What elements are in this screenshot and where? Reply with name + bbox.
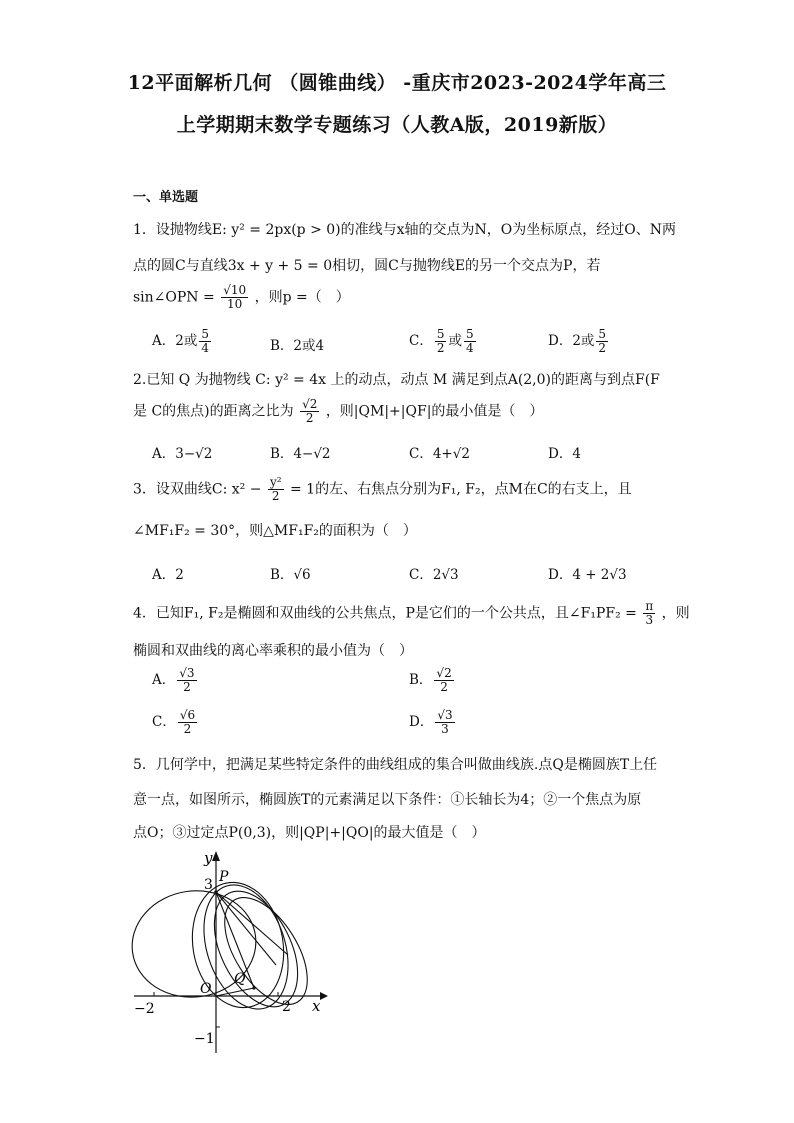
q1-a-den: 4 <box>201 341 209 355</box>
document-title-line-2: 上学期期末数学专题练习（人教A版，2019新版） <box>176 114 618 136</box>
q4-b-num: √2 <box>436 666 452 680</box>
q4-line-1 <box>133 600 690 627</box>
segment-P-focus-2 <box>216 892 288 955</box>
q4-option-c-frac <box>178 709 197 736</box>
q1-frac-den: 10 <box>227 297 243 311</box>
q2-frac-den: 2 <box>305 411 314 425</box>
q3-line-1 <box>133 476 632 503</box>
q2-option-c[interactable]: C．4+√2 <box>409 446 470 462</box>
q1-c-num1: 5 <box>436 327 445 341</box>
q4-option-d-frac <box>435 709 454 736</box>
q1-c-num2: 5 <box>465 327 474 341</box>
point-P <box>214 890 218 894</box>
q4-d-den: 3 <box>441 722 449 736</box>
x-axis-arrow-icon <box>320 992 328 1000</box>
q1-option-d[interactable] <box>548 328 610 355</box>
q4-d-num: √3 <box>437 708 453 722</box>
q1-option-b[interactable]: B．2或4 <box>270 338 325 354</box>
q4-c-den: 2 <box>183 722 192 736</box>
q1-option-d-text: D．2或 <box>548 333 595 349</box>
ellipse-family-figure <box>128 845 328 1055</box>
q3-option-d[interactable]: D．4 + 2√3 <box>548 567 627 583</box>
q4-option-a[interactable] <box>152 667 199 694</box>
q1-c-den2: 4 <box>465 341 474 355</box>
q4-line-1-start: 4．已知F₁, F₂是椭圆和双曲线的公共焦点，P是它们的一个公共点，且∠F₁PF₂ = <box>133 605 637 622</box>
y-axis-arrow-icon <box>212 851 220 861</box>
document-title-line-1: 12平面解析几何 （圆锥曲线） -重庆市2023-2024学年高三 <box>127 72 667 94</box>
q1-line-2: 点的圆C与直线3x + y + 5 = 0相切，圆C与抛物线E的另一个交点为P，若 <box>133 258 601 274</box>
q3-frac-num: y² <box>269 475 282 489</box>
q1-option-d-frac <box>596 328 608 355</box>
q5-line-1: 5．几何学中，把满足某些特定条件的曲线组成的集合叫做曲线族.点Q是椭圆族T上任 <box>133 757 658 773</box>
q3-line-2: ∠MF₁F₂ = 30°，则△MF₁F₂的面积为（ ） <box>133 523 417 539</box>
q2-option-a[interactable]: A．3−√2 <box>152 446 213 462</box>
q3-frac-den: 2 <box>271 489 280 503</box>
q1-a-num: 5 <box>201 327 209 341</box>
x-axis-label: x <box>312 997 321 1015</box>
q4-c-num: √6 <box>179 708 196 722</box>
q1-line-3-end: ，则p =（ ） <box>254 289 350 306</box>
q2-line-1: 2.已知 Q 为抛物线 C: y² = 4x 上的动点，动点 M 满足到点A(2,0)的距离与到点F(F <box>133 372 660 388</box>
label-2: 2 <box>282 999 291 1015</box>
q4-frac-num: π <box>645 599 654 613</box>
q4-option-a-frac <box>177 667 196 694</box>
label-Q: Q <box>234 971 246 987</box>
q5-line-3: 点O；③过定点P(0,3)，则|QP|+|QO|的最大值是（ ） <box>133 825 486 841</box>
q1-d-num: 5 <box>598 327 607 341</box>
q1-option-c-frac1 <box>435 328 447 355</box>
q4-option-d[interactable] <box>409 709 457 736</box>
q1-option-c[interactable] <box>409 328 478 355</box>
ellipse-3 <box>197 878 314 1020</box>
q4-fraction <box>643 600 655 627</box>
q3-option-c[interactable]: C．2√3 <box>409 567 459 583</box>
q4-line-1-end: ，则 <box>661 605 690 622</box>
q1-option-a-text: A．2或 <box>152 333 198 349</box>
y-axis-label: y <box>204 849 213 867</box>
q2-option-b[interactable]: B．4−√2 <box>270 446 331 462</box>
q1-option-a[interactable] <box>152 328 213 355</box>
q3-line-1-end: = 1的左、右焦点分别为F₁, F₂，点M在C的右支上，且 <box>289 481 632 498</box>
q2-option-d[interactable]: D．4 <box>548 446 581 462</box>
q3-line-1-start: 3．设双曲线C: x² − <box>133 481 262 498</box>
q1-option-a-frac <box>199 328 211 355</box>
q2-line-2-end: ，则|QM|+|QF|的最小值是（ ） <box>325 403 544 420</box>
q1-option-c-text: C． <box>409 333 433 349</box>
q1-fraction <box>221 284 248 311</box>
q3-option-b[interactable]: B．√6 <box>270 567 311 583</box>
q4-option-c-text: C． <box>152 714 176 730</box>
segment-OQ <box>216 988 254 996</box>
q4-option-b[interactable] <box>409 667 456 694</box>
q1-line-3-start: sin∠OPN = <box>133 289 215 306</box>
q4-a-num: √3 <box>179 666 195 680</box>
q4-option-b-frac <box>434 667 453 694</box>
q1-line-3 <box>133 284 350 311</box>
q2-frac-num: √2 <box>302 397 318 411</box>
q4-a-den: 2 <box>183 680 191 694</box>
q2-line-2 <box>133 398 543 425</box>
label-O: O <box>200 981 212 997</box>
q2-line-2-start: 是 C的焦点)的距离之比为 <box>133 403 294 420</box>
q5-line-2: 意一点，如图所示，椭圆族T的元素满足以下条件：①长轴长为4；②一个焦点为原 <box>133 792 642 808</box>
q4-frac-den: 3 <box>645 613 654 627</box>
q4-option-a-text: A． <box>152 672 176 688</box>
q3-fraction <box>268 476 284 503</box>
q4-b-den: 2 <box>440 680 448 694</box>
q4-option-c[interactable] <box>152 709 199 736</box>
q2-fraction <box>300 398 319 425</box>
label-3: 3 <box>204 877 213 893</box>
q1-option-c-mid: 或 <box>448 333 462 349</box>
point-Q <box>252 986 255 989</box>
label-neg1: −1 <box>194 1031 215 1047</box>
label-P: P <box>219 869 229 885</box>
q3-option-a[interactable]: A．2 <box>152 567 184 583</box>
label-neg2: −2 <box>134 1001 155 1017</box>
q4-option-d-text: D． <box>409 714 434 730</box>
q4-option-b-text: B． <box>409 672 433 688</box>
q1-d-den: 2 <box>598 341 607 355</box>
q1-c-den1: 2 <box>436 341 445 355</box>
section-heading: 一、单选题 <box>133 190 199 205</box>
q1-frac-num: √10 <box>223 283 247 297</box>
q1-line-1: 1．设抛物线E: y² = 2px(p > 0)的准线与x轴的交点为N，O为坐标原点，经过O、N两 <box>133 222 676 238</box>
q1-option-c-frac2 <box>464 328 476 355</box>
q4-line-2: 椭圆和双曲线的离心率乘积的最小值为（ ） <box>133 643 413 659</box>
